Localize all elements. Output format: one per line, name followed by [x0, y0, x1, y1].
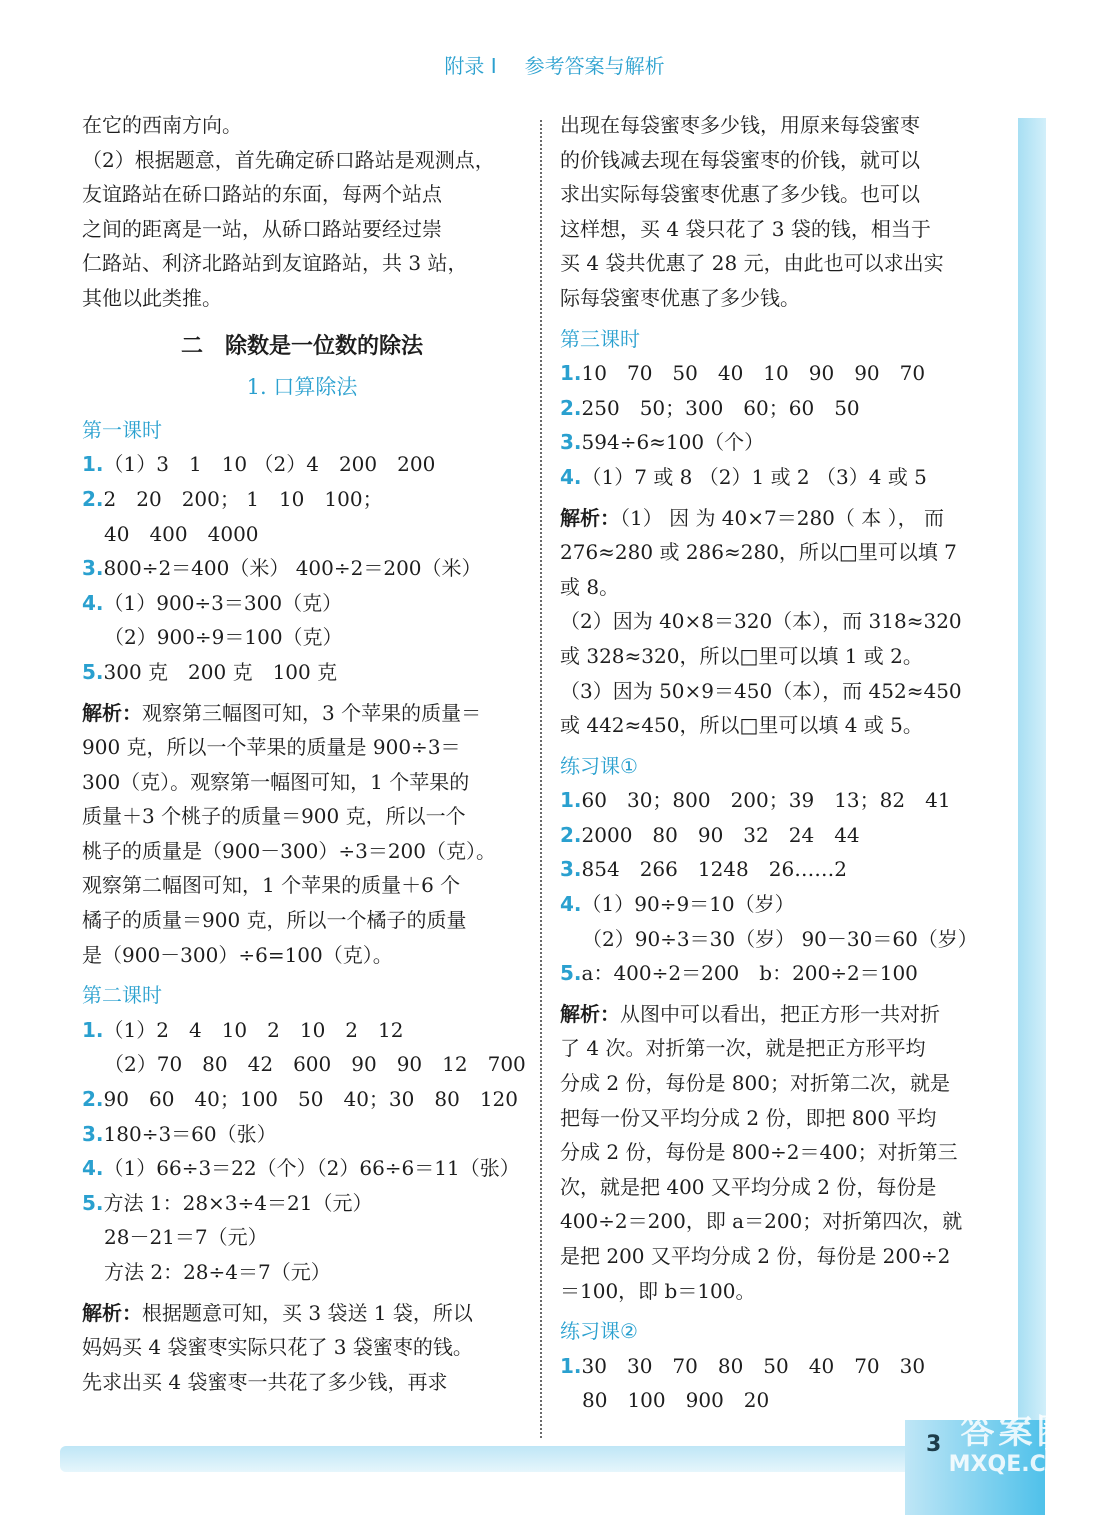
text-line: 其他以此类推。: [82, 285, 222, 310]
analysis-line: 或 442≈450，所以□里可以填 4 或 5。: [560, 713, 923, 738]
analysis-line: 了 4 次。对折第一次，就是把正方形平均: [560, 1036, 926, 1061]
analysis-line: 300（克）。观察第一幅图可知，1 个苹果的: [82, 769, 470, 794]
answer-item: [82, 517, 522, 552]
answer-item: [560, 460, 1000, 495]
item-text: 方法 1：28×3÷4＝21（元）: [103, 1190, 373, 1215]
analysis-line: 质量＋3 个桃子的质量＝900 克，所以一个: [82, 804, 466, 829]
item-number: 5.: [560, 961, 582, 986]
item-text: （1）7 或 8 （2）1 或 2 （3）4 或 5: [581, 464, 927, 489]
item-number: 2.: [560, 395, 582, 420]
item-number: 1.: [560, 361, 582, 386]
page-number: 3: [926, 1432, 942, 1457]
item-text: 40 400 4000: [104, 521, 259, 546]
answer-item: [82, 1082, 522, 1117]
analysis-text: 根据题意可知，买 3 袋送 1 袋，所以: [142, 1300, 473, 1325]
lesson-title: 练习课②: [560, 1319, 638, 1344]
item-number: 5.: [82, 659, 104, 684]
item-number: 1.: [560, 1353, 582, 1378]
item-number: 4.: [82, 590, 104, 615]
item-text: 800÷2＝400（米） 400÷2＝200（米）: [103, 556, 482, 581]
item-number: 4.: [560, 892, 582, 917]
analysis-line: [560, 501, 1000, 536]
analysis-line: 桃子的质量是（900－300）÷3＝200（克）。: [82, 838, 497, 863]
lesson-title: 第三课时: [560, 326, 640, 351]
sub-title: 1. 口算除法: [246, 375, 358, 400]
answer-item: [82, 551, 522, 586]
item-number: 4.: [560, 464, 582, 489]
right-column: [560, 108, 1000, 1418]
text-line: 之间的距离是一站，从硚口路站要经过崇: [82, 216, 442, 241]
header-title: 参考答案与解析: [524, 54, 665, 78]
item-text: 10 70 50 40 10 90 90 70: [581, 361, 926, 386]
analysis-label: 解析：: [82, 700, 142, 725]
item-text: （1）2 4 10 2 10 2 12: [103, 1017, 404, 1042]
item-number: 2.: [82, 1087, 104, 1112]
item-text: （1）90÷9＝10（岁）: [581, 892, 795, 917]
item-number: 5.: [82, 1190, 104, 1215]
analysis-line: 400÷2＝200，即 a＝200；对折第四次，就: [560, 1209, 963, 1234]
answer-item: [560, 922, 1000, 957]
answer-item: [560, 391, 1000, 426]
lesson-title: 练习课①: [560, 753, 638, 778]
decorative-bottom-band: [60, 1446, 1046, 1472]
item-number: 3.: [82, 556, 104, 581]
analysis-label: 解析：: [560, 1001, 620, 1026]
answer-item: [82, 1047, 526, 1082]
analysis-line: 次，就是把 400 又平均分成 2 份，每份是: [560, 1174, 937, 1199]
analysis-line: 妈妈买 4 袋蜜枣实际只花了 3 袋蜜枣的钱。: [82, 1335, 473, 1360]
item-number: 3.: [82, 1121, 104, 1146]
lesson-title: 第二课时: [82, 983, 162, 1008]
item-text: 90 60 40；100 50 40；30 80 120: [103, 1087, 519, 1112]
analysis-line: 或 328≈320，所以□里可以填 1 或 2。: [560, 643, 923, 668]
item-text: （2）70 80 42 600 90 90 12 700: [104, 1052, 526, 1077]
item-text: 854 266 1248 26……2: [581, 857, 847, 882]
item-text: （2）90÷3＝30（岁） 90－30＝60（岁）: [582, 926, 978, 951]
answer-item: [82, 1186, 522, 1221]
answer-item: [82, 1117, 522, 1152]
analysis-line: ＝100，即 b＝100。: [560, 1278, 756, 1303]
analysis-line: 276≈280 或 286≈280，所以□里可以填 7: [560, 540, 957, 565]
watermark-line1: 答案圈: [960, 1412, 1075, 1452]
item-text: 方法 2：28÷4＝7（元）: [104, 1260, 331, 1284]
header-appendix: 附录 I: [444, 54, 497, 78]
item-number: 1.: [560, 788, 582, 813]
analysis-label: 解析：: [560, 505, 620, 530]
item-number: 3.: [560, 430, 582, 455]
text-line: 求出实际每袋蜜枣优惠了多少钱。也可以: [560, 182, 920, 207]
analysis-line: 是（900－300）÷6=100（克）。: [82, 942, 393, 967]
watermark-line2: MXQE.COM: [948, 1452, 1087, 1477]
left-column: [82, 108, 526, 1399]
answer-item: [82, 1220, 522, 1255]
answer-item: [560, 356, 1000, 391]
item-text: 594÷6≈100（个）: [581, 430, 765, 455]
analysis-line: 是把 200 又平均分成 2 份，每份是 200÷2: [560, 1244, 951, 1268]
analysis-line: （2）因为 40×8＝320（本），而 318≈320: [560, 609, 962, 634]
analysis-line: 分成 2 份，每份是 800÷2＝400；对折第三: [560, 1140, 958, 1165]
answer-item: [560, 425, 1000, 460]
item-text: 80 100 900 20: [582, 1388, 770, 1413]
analysis-line: [560, 997, 1000, 1032]
analysis-line: 把每一份又平均分成 2 份，即把 800 平均: [560, 1105, 937, 1130]
item-text: （2）900÷9＝100（克）: [104, 625, 343, 650]
answer-item: [82, 447, 522, 482]
item-text: a：400÷2＝200 b：200÷2＝100: [581, 961, 918, 986]
answer-item: [82, 482, 522, 517]
answer-item: [560, 956, 1000, 991]
text-line: 友谊路站在硚口路站的东面，每两个站点: [82, 182, 442, 207]
item-text: 60 30；800 200；39 13；82 41: [581, 788, 951, 813]
item-number: 2.: [560, 822, 582, 847]
text-line: 买 4 袋共优惠了 28 元，由此也可以求出实: [560, 251, 944, 276]
text-line: （2）根据题意，首先确定硚口路站是观测点，: [82, 147, 495, 172]
lesson-title: 第一课时: [82, 417, 162, 442]
item-text: 250 50；300 60；60 50: [581, 395, 860, 420]
item-number: 2.: [82, 486, 104, 511]
analysis-text: 观察第三幅图可知，3 个苹果的质量＝: [142, 700, 482, 725]
page-header: [0, 50, 1109, 79]
answer-item: [560, 1383, 1000, 1418]
analysis-text: 从图中可以看出，把正方形一共对折: [620, 1001, 940, 1026]
analysis-line: 观察第二幅图可知，1 个苹果的质量＋6 个: [82, 873, 461, 898]
item-number: 1.: [82, 1017, 104, 1042]
watermark-logo: [930, 1412, 1105, 1478]
item-text: 300 克 200 克 100 克: [103, 659, 338, 684]
analysis-line: （3）因为 50×9＝450（本），而 452≈450: [560, 678, 962, 703]
text-line: 出现在每袋蜜枣多少钱，用原来每袋蜜枣: [560, 113, 920, 137]
answer-item: [82, 655, 522, 690]
text-line: 际每袋蜜枣优惠了多少钱。: [560, 285, 800, 310]
item-text: 2 20 200； 1 10 100；: [103, 486, 383, 511]
answer-item: [82, 1013, 522, 1048]
item-text: 2000 80 90 32 24 44: [581, 822, 860, 847]
item-text: （1）900÷3＝300（克）: [103, 590, 343, 615]
analysis-line: 或 8。: [560, 574, 620, 599]
answer-item: [82, 620, 522, 655]
answer-item: [560, 783, 1000, 818]
text-line: 在它的西南方向。: [82, 113, 242, 137]
analysis-line: 分成 2 份，每份是 800；对折第二次，就是: [560, 1071, 950, 1096]
answer-item: [82, 586, 522, 621]
section-title: 二 除数是一位数的除法: [180, 333, 423, 359]
item-number: 4.: [82, 1156, 104, 1181]
item-text: （1）3 1 10 （2）4 200 200: [103, 452, 436, 477]
analysis-label: 解析：: [82, 1300, 142, 1325]
analysis-line: [82, 696, 522, 731]
item-text: （1）66÷3＝22（个）（2）66÷6＝11（张）: [103, 1156, 520, 1181]
answer-item: [560, 1349, 1000, 1384]
analysis-line: 先求出买 4 袋蜜枣一共花了多少钱，再求: [82, 1369, 448, 1394]
answer-item: [560, 818, 1000, 853]
item-text: 28－21＝7（元）: [104, 1225, 268, 1250]
column-divider: [540, 120, 542, 1438]
item-text: 180÷3＝60（张）: [103, 1121, 277, 1146]
answer-item: [560, 887, 1000, 922]
item-number: 1.: [82, 452, 104, 477]
analysis-line: [82, 1296, 522, 1331]
item-text: 30 30 70 80 50 40 70 30: [581, 1353, 926, 1378]
text-line: 的价钱减去现在每袋蜜枣的价钱，就可以: [560, 147, 920, 172]
text-line: 仁路站、利济北路站到友谊路站，共 3 站，: [82, 251, 468, 276]
analysis-line: 900 克，所以一个苹果的质量是 900÷3＝: [82, 735, 461, 760]
item-number: 3.: [560, 857, 582, 882]
text-line: 这样想，买 4 袋只花了 3 袋的钱，相当于: [560, 216, 931, 241]
analysis-text: （1） 因 为 40×7＝280（ 本 ）， 而: [620, 505, 944, 530]
decorative-side-band: [1018, 118, 1046, 1448]
answer-item: [560, 852, 1000, 887]
analysis-line: 橘子的质量＝900 克，所以一个橘子的质量: [82, 908, 467, 933]
answer-item: [82, 1255, 522, 1290]
answer-item: [82, 1151, 522, 1186]
